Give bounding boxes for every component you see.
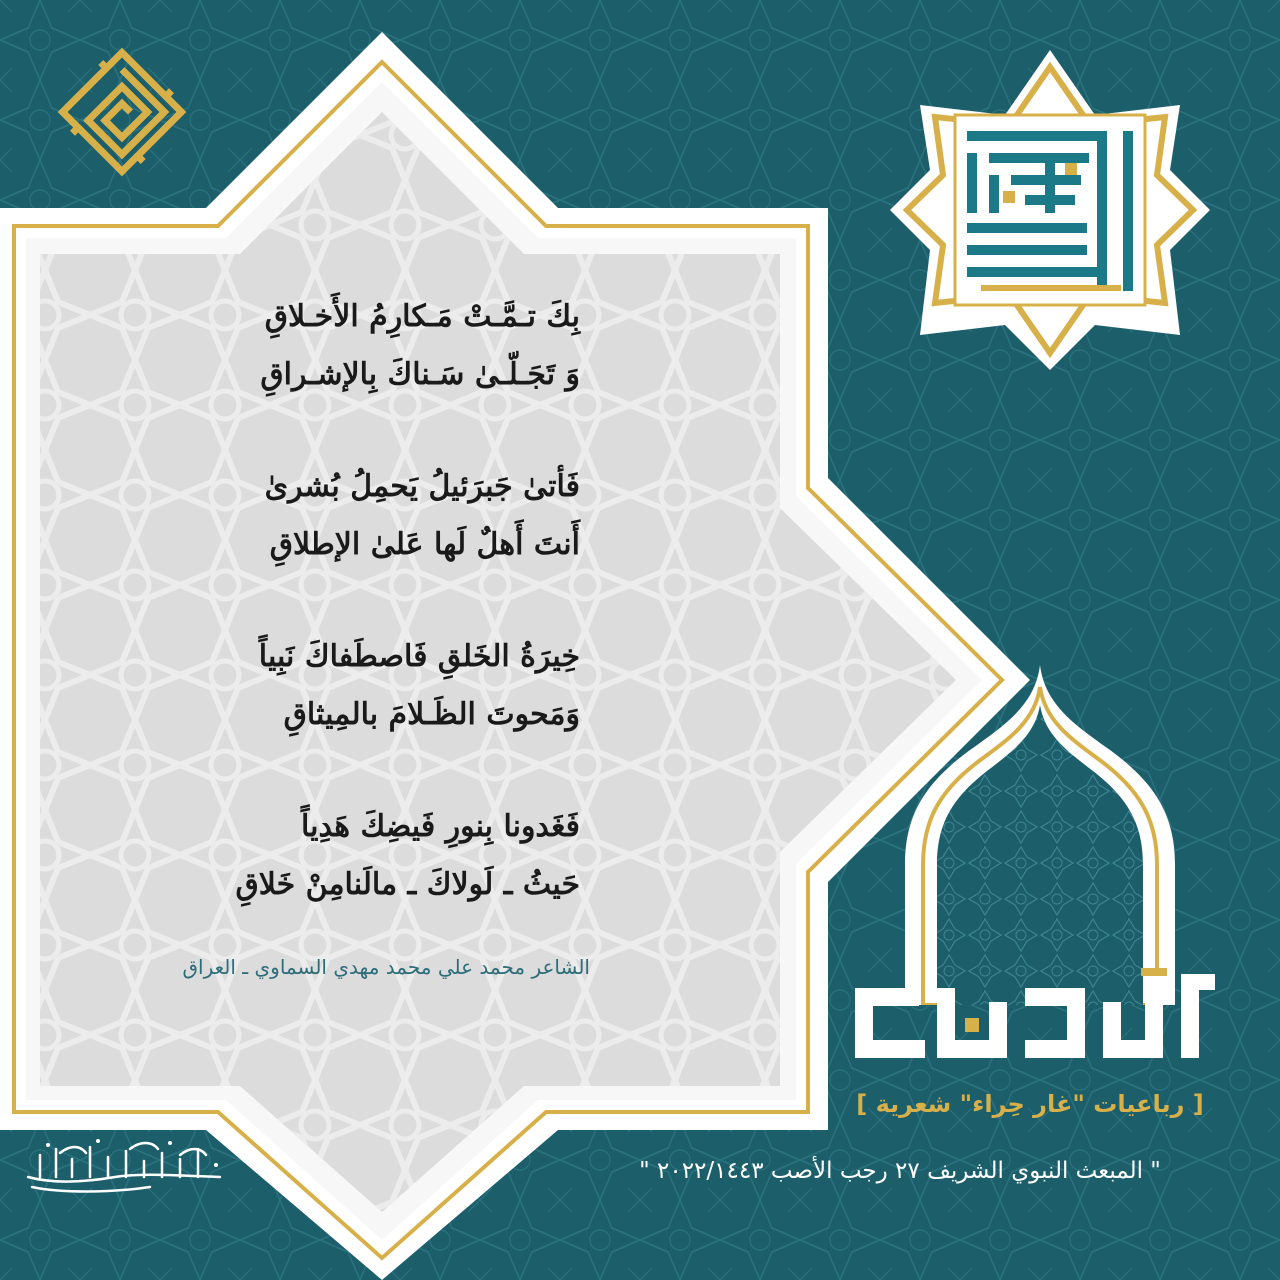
poem-line: فَأتىٰ جَبرَئيلُ يَحمِلُ بُشرىٰ: [264, 469, 580, 504]
poem-line: حَيثُ ـ لَولاكَ ـ مالَنامِنْ خَلاقِ: [235, 867, 580, 902]
poem-line: خِيرَةُ الخَلقِ فَاصطَفاكَ نَبِياً: [258, 639, 580, 674]
association-calligraphy-icon: [20, 1135, 230, 1195]
poem-line: بِكَ تـمَّـتْ مَـكارِمُ الأَخـلاقِ: [264, 299, 580, 334]
kufic-star-emblem-icon: [885, 45, 1215, 375]
poem-line: فَغَدونا بِنورِ فَيضِكَ هَدِياً: [300, 809, 580, 844]
poem-stanza: [120, 288, 580, 404]
logo-title-graphic: [845, 968, 1225, 1068]
poem: [120, 288, 580, 968]
poem-line: أَنتَ أَهلٌ لَها عَلىٰ الإطلاقِ: [269, 527, 580, 562]
poem-line: وَمَحوتَ الظَـلامَ بالمِيثاقِ: [283, 697, 580, 732]
subtitle: [ رباعيات "غار حِراء" شعرية ]: [856, 1090, 1204, 1118]
kufic-square-icon: [52, 42, 192, 182]
poem-stanza: [120, 798, 580, 914]
poem-stanza: [120, 628, 580, 744]
poem-stanza: [120, 458, 580, 574]
poem-line: وَ تَجَـلّـىٰ سَـناكَ بِالإشـراقِ: [260, 357, 580, 392]
arch-window-icon: [895, 665, 1185, 1005]
poet-credit: الشاعر محمد علي محمد مهدي السماوي ـ العراق: [182, 955, 590, 979]
occasion-line: " المبعث النبوي الشريف ٢٧ رجب الأصب ٢٠٢٢/١٤٤٣ ": [639, 1158, 1161, 1184]
